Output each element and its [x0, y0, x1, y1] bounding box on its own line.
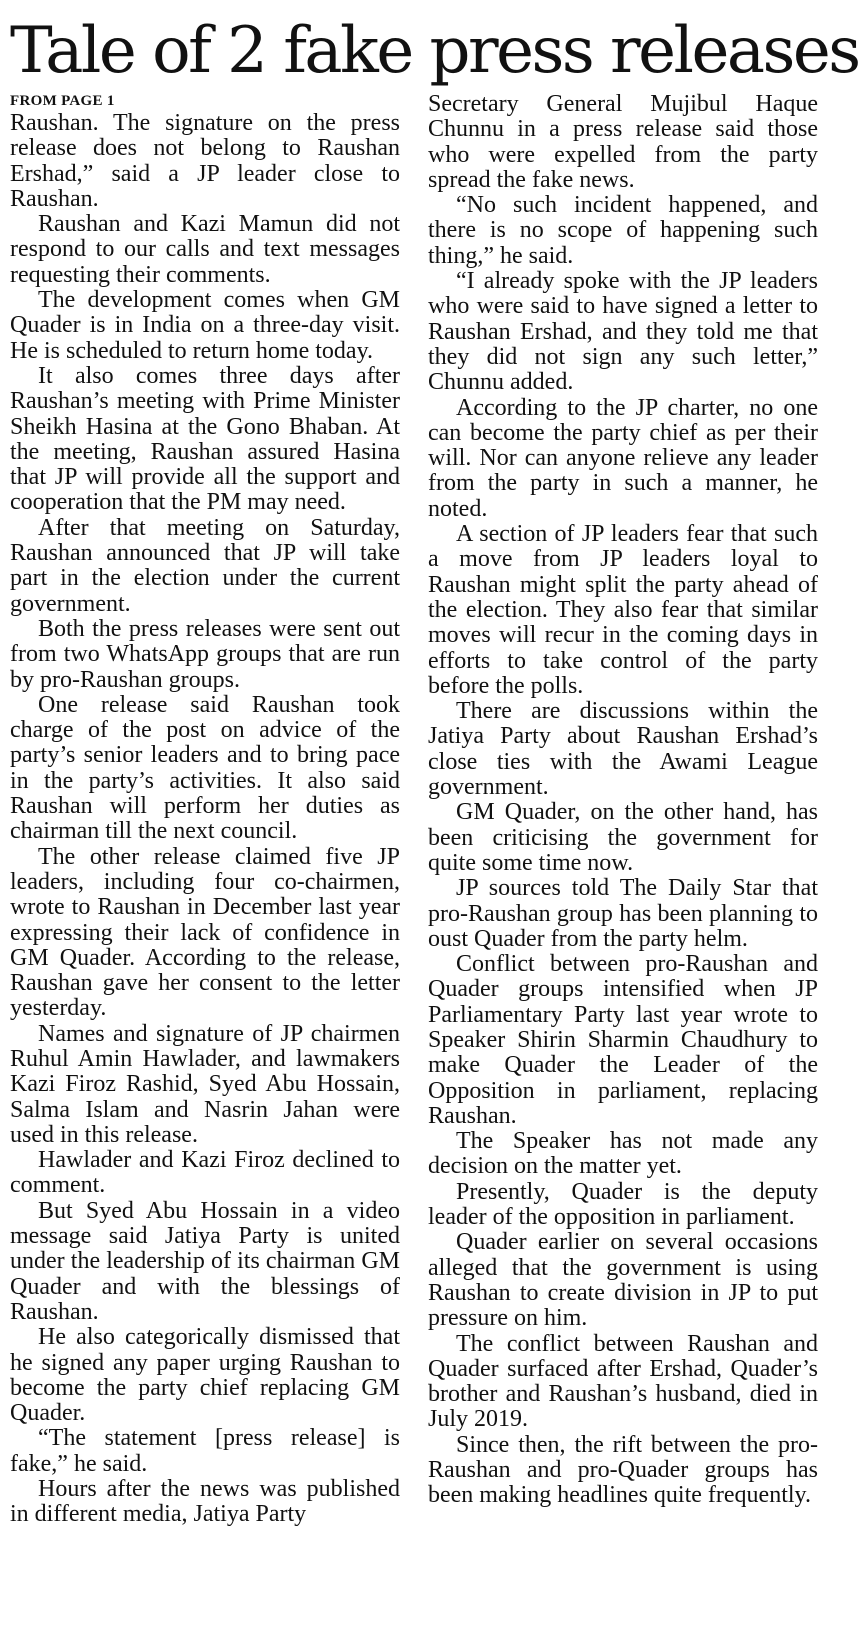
paragraph: Presently, Quader is the deputy leader of the opposition in parliament.: [428, 1178, 818, 1231]
paragraph: A section of JP leaders fear that such a move from JP leaders loyal to Raushan might split the party ahead of the election. They also fear that similar moves will recur in the coming days in efforts to take control of the party before the polls.: [428, 521, 818, 699]
paragraph: “No such incident happened, and there is no scope of happening such thing,” he said.: [428, 192, 818, 269]
paragraph: One release said Raushan took charge of the post on advice of the party’s senior leaders and to bring pace in the party’s activities. It also said Raushan will perform her duties as chairman till the next council.: [10, 691, 400, 845]
paragraph: According to the JP charter, no one can become the party chief as per their will. Nor can anyone relieve any leader from the party in such a manner, he noted.: [428, 394, 818, 522]
paragraph: There are discussions within the Jatiya Party about Raushan Ershad’s close ties with the Awami League government.: [428, 698, 818, 801]
paragraph: Conflict between pro-Raushan and Quader groups intensified when JP Parliamentary Party last year wrote to Speaker Shirin Sharmin Chaudhury to make Quader the Leader of the Opposition in parliament, replacing Raushan.: [428, 951, 818, 1129]
paragraph: “I already spoke with the JP leaders who were said to have signed a letter to Raushan Ershad, and they told me that they did not sign any such letter,” Chunnu added.: [428, 268, 818, 396]
headline: Tale of 2 fake press releases: [10, 14, 859, 88]
paragraph: The development comes when GM Quader is in India on a three-day visit. He is scheduled to return home today.: [10, 287, 400, 364]
paragraph: Raushan. The signature on the press release does not belong to Raushan Ershad,” said a JP leader close to Raushan.: [10, 110, 400, 212]
article-column-right: [428, 92, 818, 1509]
paragraph: JP sources told The Daily Star that pro-Raushan group has been planning to oust Quader from the party helm.: [428, 875, 818, 952]
paragraph: The conflict between Raushan and Quader surfaced after Ershad, Quader’s brother and Raushan’s husband, died in July 2019.: [428, 1330, 818, 1433]
paragraph: “The statement [press release] is fake,” he said.: [10, 1425, 400, 1477]
paragraph: Quader earlier on several occasions alleged that the government is using Raushan to create division in JP to put pressure on him.: [428, 1229, 818, 1332]
paragraph: GM Quader, on the other hand, has been criticising the government for quite some time now.: [428, 799, 818, 876]
kicker: FROM PAGE 1: [10, 93, 115, 109]
paragraph: Names and signature of JP chairmen Ruhul Amin Hawlader, and lawmakers Kazi Firoz Rashid, Syed Abu Hossain, Salma Islam and Nasrin Jahan were used in this release.: [10, 1020, 400, 1148]
paragraph: Hawlader and Kazi Firoz declined to comment.: [10, 1147, 400, 1199]
paragraph: The other release claimed five JP leaders, including four co-chairmen, wrote to Raushan in December last year expressing their lack of confidence in GM Quader. According to the release, Raushan gave her consent to the letter yesterday.: [10, 843, 400, 1022]
paragraph: But Syed Abu Hossain in a video message said Jatiya Party is united under the leadership of its chairman GM Quader and with the blessings of Raushan.: [10, 1197, 400, 1325]
article-column-left: [10, 92, 400, 1528]
paragraph: Hours after the news was published in different media, Jatiya Party: [10, 1476, 400, 1528]
paragraph: Since then, the rift between the pro-Raushan and pro-Quader groups has been making headlines quite frequently.: [428, 1431, 818, 1509]
paragraph: The Speaker has not made any decision on the matter yet.: [428, 1128, 818, 1180]
paragraph: Raushan and Kazi Mamun did not respond to our calls and text messages requesting their comments.: [10, 211, 400, 288]
paragraph: Secretary General Mujibul Haque Chunnu in a press release said those who were expelled from the party spread the fake news.: [428, 91, 818, 193]
paragraph: He also categorically dismissed that he signed any paper urging Raushan to become the party chief replacing GM Quader.: [10, 1324, 400, 1427]
paragraph: Both the press releases were sent out from two WhatsApp groups that are run by pro-Raushan groups.: [10, 615, 400, 693]
paragraph: After that meeting on Saturday, Raushan announced that JP will take part in the election under the current government.: [10, 514, 400, 617]
paragraph: It also comes three days after Raushan’s meeting with Prime Minister Sheikh Hasina at the Gono Bhaban. At the meeting, Raushan assured Hasina that JP will provide all the support and cooperation that the PM may need.: [10, 362, 400, 516]
